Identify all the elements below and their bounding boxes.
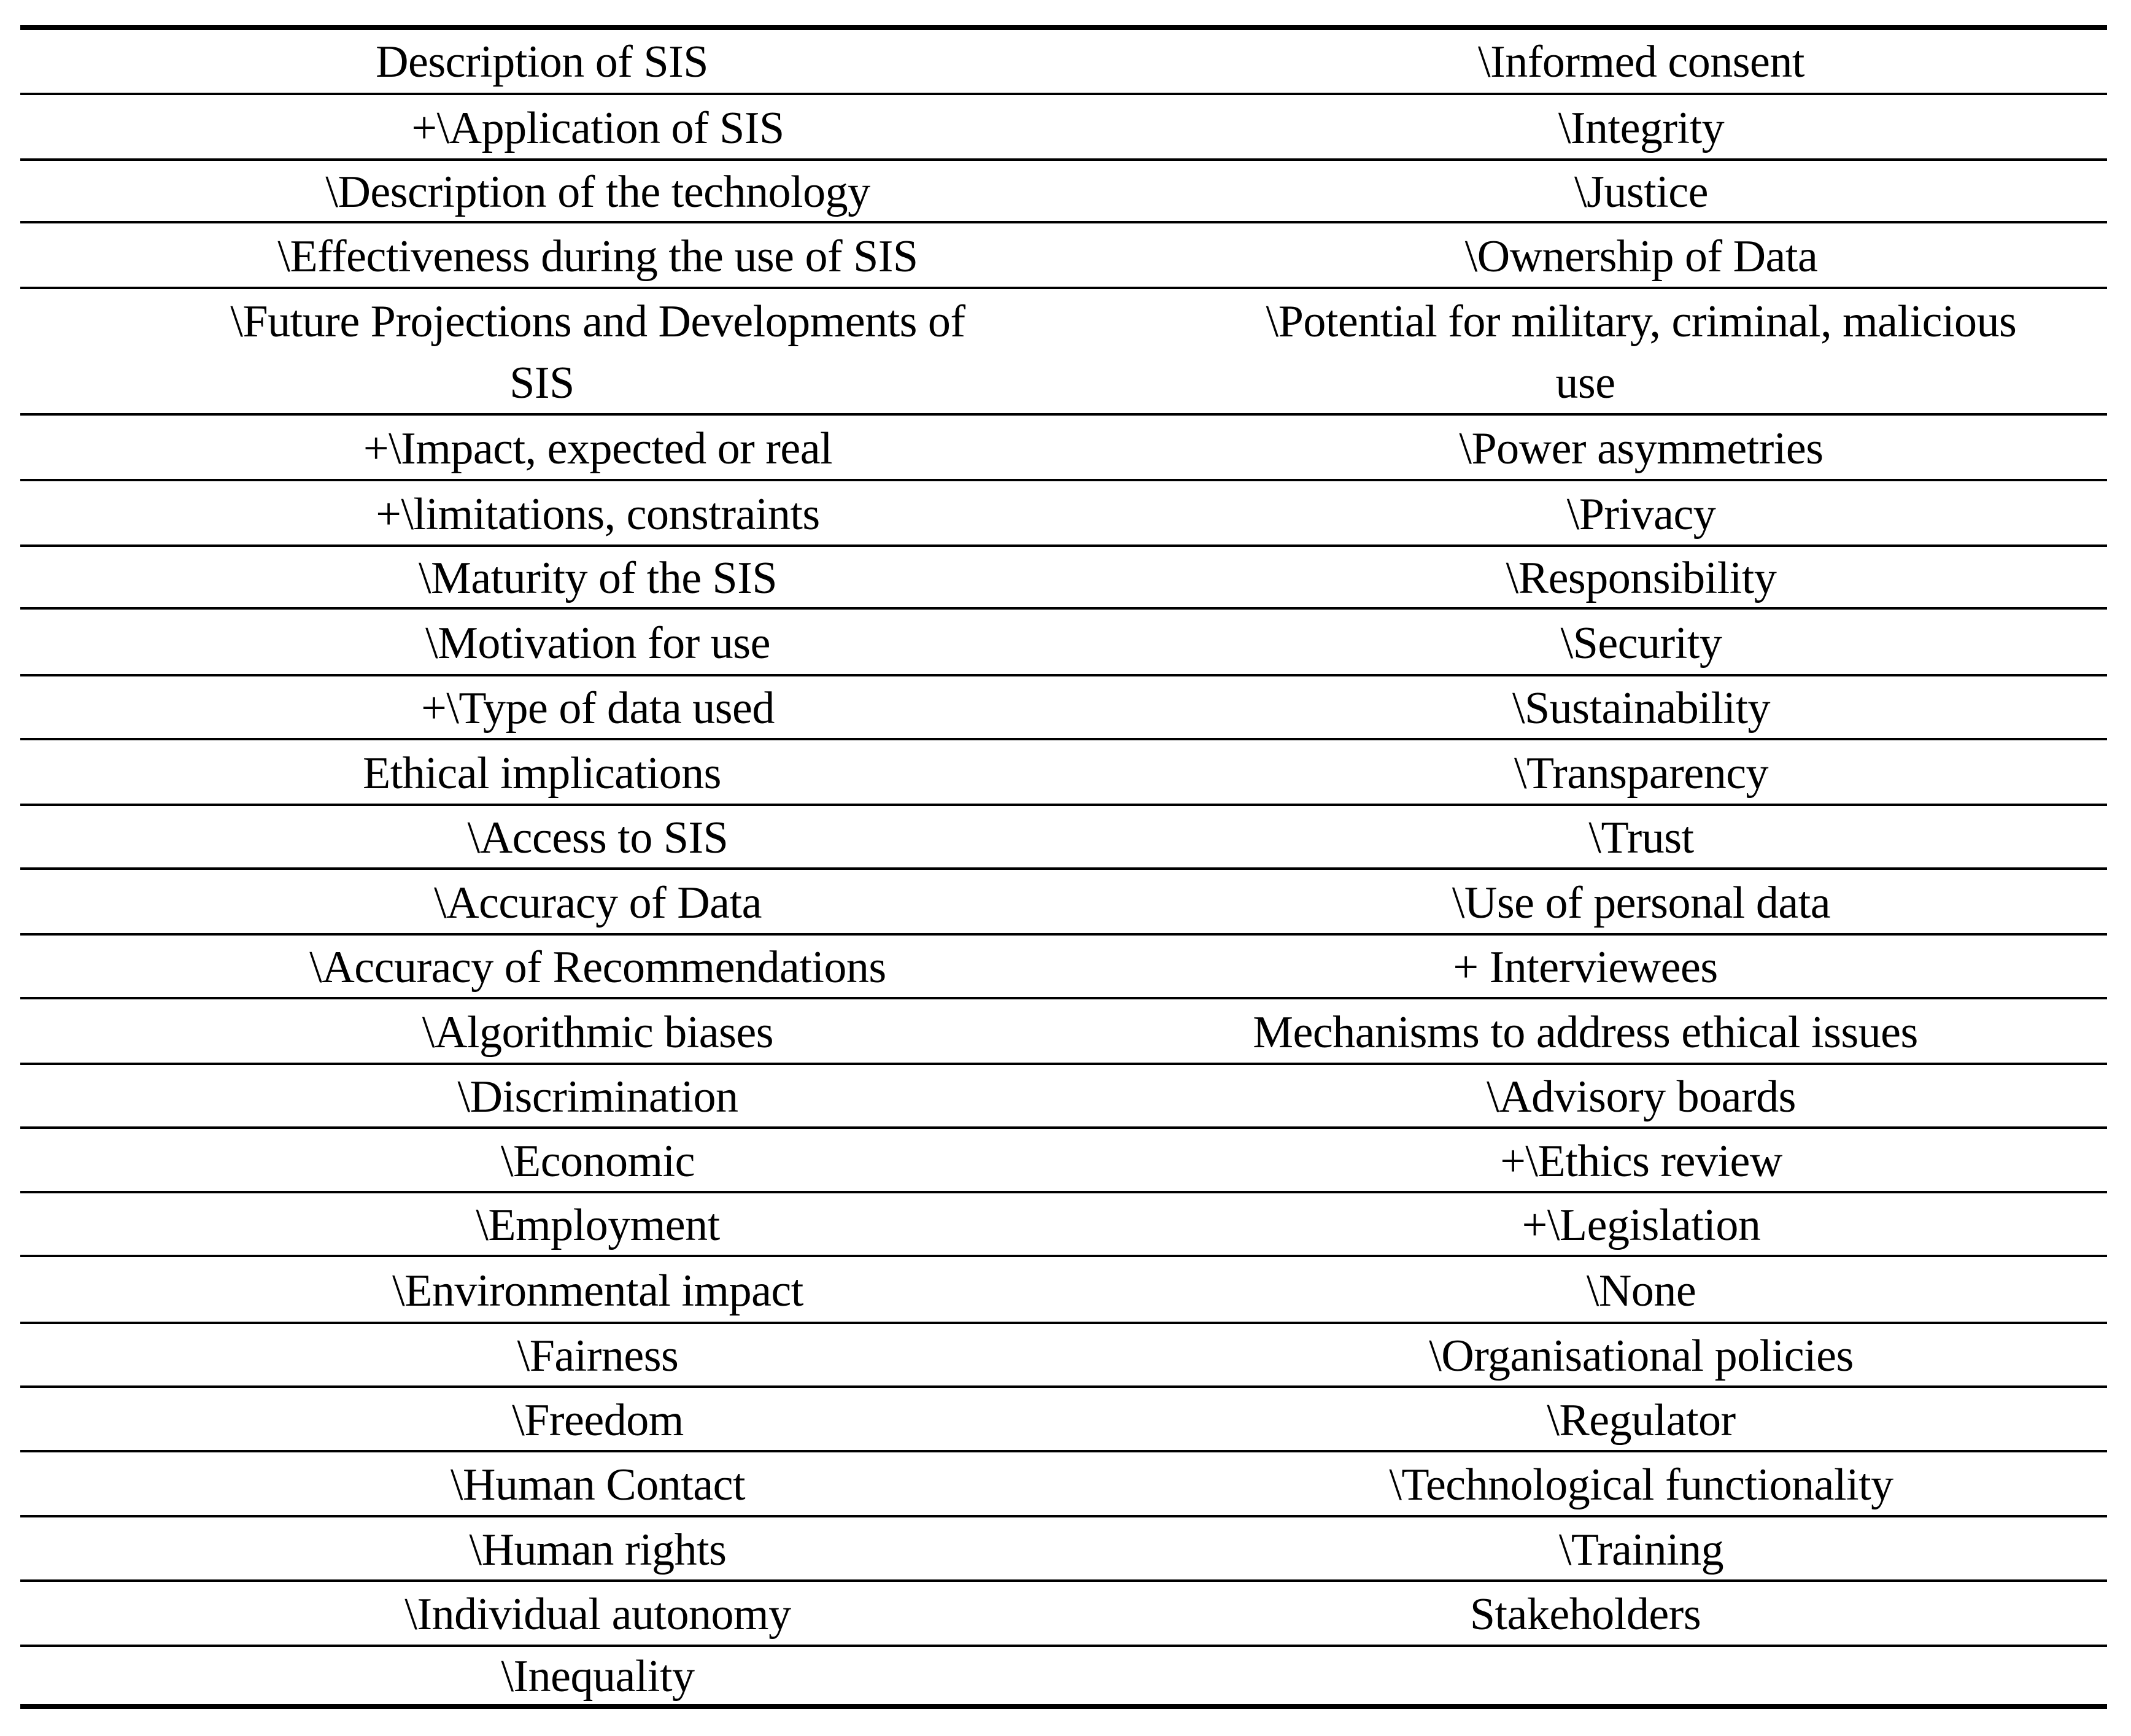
- cell-text: \Technological functionality: [1389, 1460, 1893, 1510]
- cell-text: Ethical implications: [363, 748, 721, 799]
- table-row: [20, 1519, 2107, 1581]
- table-cell-right: [1064, 30, 2107, 94]
- table-cell-right: [1064, 1648, 2107, 1704]
- table-row: [20, 1325, 2107, 1387]
- table-cell-left: [20, 611, 1064, 675]
- cell-text: \Accuracy of Recommendations: [309, 942, 886, 993]
- table-row: [20, 162, 2107, 222]
- cell-text: \Justice: [1574, 167, 1708, 217]
- cell-text: \Organisational policies: [1429, 1331, 1854, 1381]
- table-row: [20, 417, 2107, 480]
- cell-text: \Trust: [1588, 813, 1694, 863]
- cell-text: \Integrity: [1558, 103, 1725, 153]
- table-cell-right: [1064, 96, 2107, 160]
- table-cell-right: [1064, 1389, 2107, 1451]
- table-cell-right: [1064, 678, 2107, 739]
- table-cell-right: [1064, 417, 2107, 480]
- table-cell-left: [20, 482, 1064, 546]
- cell-text: \Maturity of the SIS: [418, 553, 778, 603]
- table-cell-left: [20, 1583, 1064, 1646]
- table-row: [20, 611, 2107, 675]
- table-row: [20, 548, 2107, 608]
- table-cell-left: [20, 1325, 1064, 1387]
- cell-text: SIS: [509, 358, 574, 408]
- cell-text: \Effectiveness during the use of SIS: [277, 231, 918, 282]
- cell-text: +\Type of data used: [421, 683, 775, 734]
- table-row: [20, 871, 2107, 934]
- table-cell-left: [20, 937, 1064, 998]
- cell-text: \Privacy: [1566, 489, 1716, 540]
- table-row: [20, 1130, 2107, 1192]
- table-row: [20, 937, 2107, 998]
- cell-text: +\limitations, constraints: [376, 489, 820, 540]
- table-cell-left: [20, 1195, 1064, 1256]
- cell-text: +\Ethics review: [1500, 1136, 1782, 1187]
- table-cell-left: [20, 1258, 1064, 1323]
- cell-text: \Security: [1560, 618, 1722, 668]
- table-cell-left: [20, 162, 1064, 222]
- table-row: [20, 1195, 2107, 1256]
- table-cell-left: [20, 1130, 1064, 1192]
- table-row: [20, 1648, 2107, 1704]
- cell-text: \Inequality: [501, 1651, 695, 1702]
- table-row: [20, 1389, 2107, 1451]
- cell-text: \Power asymmetries: [1459, 423, 1824, 474]
- cell-text: \None: [1586, 1265, 1696, 1316]
- table-cell-left: [20, 1454, 1064, 1516]
- cell-text: \Sustainability: [1512, 683, 1771, 734]
- cell-text: \Human rights: [469, 1524, 727, 1575]
- cell-text: Description of SIS: [376, 37, 708, 87]
- cell-text: \Ownership of Data: [1464, 231, 1818, 282]
- cell-text: \Accuracy of Data: [434, 877, 762, 928]
- table-cell-right: [1064, 1325, 2107, 1387]
- cell-text: Mechanisms to address ethical issues: [1253, 1007, 1918, 1058]
- cell-text: \Environmental impact: [392, 1265, 803, 1316]
- table-cell-right: [1064, 1130, 2107, 1192]
- cell-text: \Fairness: [517, 1331, 679, 1381]
- table-cell-left: [20, 30, 1064, 94]
- table-cell-right: [1064, 548, 2107, 608]
- table-cell-right: [1064, 611, 2107, 675]
- table-bottom-border: [20, 1704, 2107, 1709]
- cell-text: \Future Projections and Developments of: [230, 296, 965, 347]
- cell-text: \Potential for military, criminal, malicious: [1266, 296, 2017, 347]
- table-cell-left: [20, 1648, 1064, 1704]
- table-cell-left: [20, 807, 1064, 869]
- cell-text: \Freedom: [512, 1395, 684, 1446]
- table-row: [20, 742, 2107, 805]
- table-row: [20, 1066, 2107, 1128]
- table-cell-left: [20, 871, 1064, 934]
- table-cell-right: [1064, 1583, 2107, 1646]
- coding-table: [20, 25, 2107, 1709]
- table-cell-right: [1064, 290, 2107, 414]
- table-row: [20, 290, 2107, 414]
- table-cell-left: [20, 1066, 1064, 1128]
- cell-text: \Access to SIS: [467, 813, 729, 863]
- cell-text: + Interviewees: [1453, 942, 1718, 993]
- table-row: [20, 1001, 2107, 1064]
- table-row: [20, 1454, 2107, 1516]
- table-cell-right: [1064, 871, 2107, 934]
- cell-text: \Individual autonomy: [404, 1589, 791, 1640]
- table-cell-left: [20, 290, 1064, 414]
- cell-text: \Training: [1558, 1524, 1724, 1575]
- table-cell-left: [20, 225, 1064, 288]
- table-row: [20, 678, 2107, 739]
- cell-text: Stakeholders: [1469, 1589, 1701, 1640]
- cell-text: \Algorithmic biases: [422, 1007, 774, 1058]
- table-cell-right: [1064, 225, 2107, 288]
- table-cell-right: [1064, 807, 2107, 869]
- cell-text: \Discrimination: [457, 1072, 738, 1122]
- table-cell-right: [1064, 1519, 2107, 1581]
- table-cell-right: [1064, 1001, 2107, 1064]
- table-row: [20, 482, 2107, 546]
- table-cell-right: [1064, 937, 2107, 998]
- cell-text: \Transparency: [1514, 748, 1769, 799]
- cell-text: +\Application of SIS: [411, 103, 784, 153]
- cell-text: \Regulator: [1547, 1395, 1736, 1446]
- table-row: [20, 1583, 2107, 1646]
- table-cell-right: [1064, 162, 2107, 222]
- cell-text: \Informed consent: [1478, 37, 1804, 87]
- cell-text: \Advisory boards: [1487, 1072, 1796, 1122]
- cell-text: \Description of the technology: [325, 167, 870, 217]
- table-cell-right: [1064, 742, 2107, 805]
- table-cell-right: [1064, 1195, 2107, 1256]
- cell-text: use: [1555, 358, 1615, 408]
- table-cell-left: [20, 548, 1064, 608]
- table-cell-left: [20, 1519, 1064, 1581]
- table-cell-left: [20, 1001, 1064, 1064]
- table-cell-right: [1064, 1454, 2107, 1516]
- table-cell-right: [1064, 1258, 2107, 1323]
- table-cell-right: [1064, 1066, 2107, 1128]
- table-cell-left: [20, 678, 1064, 739]
- cell-text: \Responsibility: [1506, 553, 1777, 603]
- table-cell-right: [1064, 482, 2107, 546]
- table-top-border: [20, 25, 2107, 30]
- table-row: [20, 30, 2107, 94]
- cell-text: +\Impact, expected or real: [363, 423, 833, 474]
- cell-text: \Use of personal data: [1452, 877, 1831, 928]
- table-cell-left: [20, 96, 1064, 160]
- table-cell-left: [20, 417, 1064, 480]
- cell-text: +\Legislation: [1522, 1200, 1761, 1250]
- table-row: [20, 807, 2107, 869]
- table-cell-left: [20, 742, 1064, 805]
- table-cell-left: [20, 1389, 1064, 1451]
- cell-text: \Economic: [500, 1136, 695, 1187]
- cell-text: \Motivation for use: [425, 618, 770, 668]
- table-row: [20, 225, 2107, 288]
- table-row: [20, 1258, 2107, 1323]
- cell-text: \Employment: [476, 1200, 720, 1250]
- table-row: [20, 96, 2107, 160]
- cell-text: \Human Contact: [450, 1460, 746, 1510]
